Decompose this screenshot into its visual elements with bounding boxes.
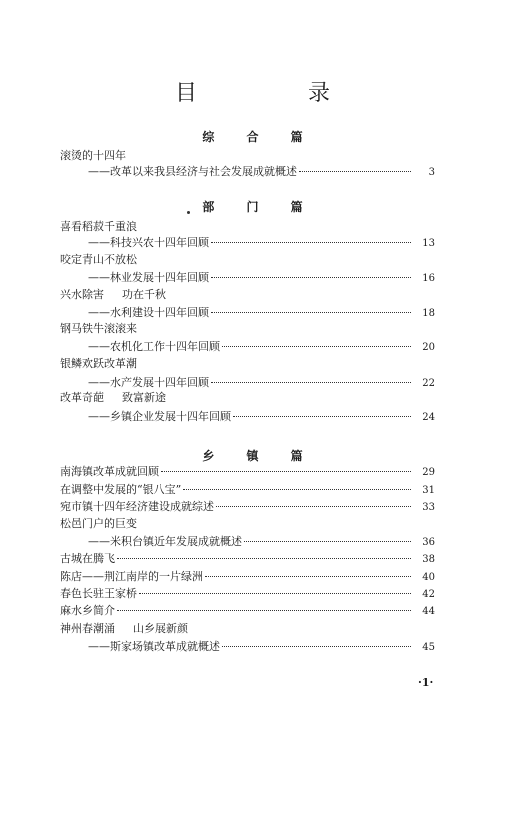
toc-entry-subtitle: ——水产发展十四年回顾 bbox=[88, 376, 209, 389]
toc-entry-subtitle: ——科技兴农十四年回顾 bbox=[88, 236, 209, 249]
toc-entry-title: 南海镇改革成就回顾 bbox=[60, 465, 159, 478]
toc-entry-title-part: 改革奇葩 bbox=[60, 391, 104, 404]
toc-entry-subtitle-row bbox=[88, 271, 435, 286]
toc-entry-title bbox=[60, 288, 435, 302]
page-number: 24 bbox=[422, 412, 435, 423]
page-number: 36 bbox=[422, 537, 435, 548]
toc-entry-subtitle-row bbox=[88, 640, 435, 655]
page-title: 目 录 bbox=[175, 81, 382, 106]
dot-leader bbox=[211, 242, 411, 243]
toc-entry-subtitle-row bbox=[88, 376, 435, 391]
page-folio: ·1· bbox=[418, 676, 434, 689]
page-number: 45 bbox=[422, 642, 435, 653]
dot-leader bbox=[205, 576, 411, 577]
toc-entry-subtitle: ——米积台镇近年发展成就概述 bbox=[88, 535, 242, 548]
dot-leader bbox=[139, 593, 411, 594]
dot-leader bbox=[211, 312, 411, 313]
toc-entry-subtitle-row bbox=[88, 410, 435, 425]
dot-leader bbox=[117, 558, 411, 559]
toc-entry-subtitle-row bbox=[88, 165, 435, 180]
section-heading-townships: 乡 镇 篇 bbox=[202, 449, 317, 463]
toc-entry-title bbox=[60, 391, 435, 405]
toc-entry-subtitle: ——农机化工作十四年回顾 bbox=[88, 340, 220, 353]
page-number: 38 bbox=[422, 554, 435, 565]
toc-entry-title: 麻水乡简介 bbox=[60, 604, 115, 617]
page-number: 33 bbox=[422, 502, 435, 513]
toc-entry-subtitle: ——水利建设十四年回顾 bbox=[88, 306, 209, 319]
toc-entry-title: 咬定青山不放松 bbox=[60, 253, 137, 266]
toc-entry-subtitle-row bbox=[88, 236, 435, 251]
toc-entry-row bbox=[60, 483, 435, 498]
dot-leader bbox=[222, 646, 411, 647]
toc-entry-title: 古城在腾飞 bbox=[60, 552, 115, 565]
dot-leader bbox=[299, 171, 411, 172]
toc-entry-title: 松邑门户的巨变 bbox=[60, 517, 137, 530]
toc-entry-title: 银鳞欢跃改革潮 bbox=[60, 357, 137, 370]
page-number: 3 bbox=[428, 167, 435, 178]
page-number: 44 bbox=[422, 606, 435, 617]
dot-leader bbox=[183, 489, 411, 490]
toc-entry-subtitle: ——林业发展十四年回顾 bbox=[88, 271, 209, 284]
toc-entry-title: 喜看稻菽千重浪 bbox=[60, 220, 137, 233]
toc-entry-subtitle: ——改革以来我县经济与社会发展成就概述 bbox=[88, 165, 297, 178]
dot-leader bbox=[233, 416, 411, 417]
page-number: 13 bbox=[422, 238, 435, 249]
toc-entry-title-part: 致富新途 bbox=[122, 391, 166, 404]
toc-entry-title: 滚烫的十四年 bbox=[60, 149, 126, 162]
toc-entry-title: 陈店——荆江南岸的一片绿洲 bbox=[60, 570, 203, 583]
section-heading-departments: 部 门 篇 bbox=[202, 200, 317, 214]
dot-leader bbox=[117, 610, 411, 611]
toc-entry-row bbox=[60, 570, 435, 585]
dot-leader bbox=[211, 277, 411, 278]
page-number: 22 bbox=[422, 378, 435, 389]
toc-entry-subtitle: ——斯家场镇改革成就概述 bbox=[88, 640, 220, 653]
toc-entry-title bbox=[60, 622, 435, 636]
dot-leader bbox=[216, 506, 411, 507]
page-number: 18 bbox=[422, 308, 435, 319]
dot-leader bbox=[222, 346, 411, 347]
toc-entry-row bbox=[60, 500, 435, 515]
toc-entry-title: 宛市镇十四年经济建设成就综述 bbox=[60, 500, 214, 513]
page-number: 42 bbox=[422, 589, 435, 600]
dot-leader bbox=[244, 541, 411, 542]
toc-entry-row bbox=[60, 587, 435, 602]
page-number: 20 bbox=[422, 342, 435, 353]
toc-entry-title: 春色长驻王家桥 bbox=[60, 587, 137, 600]
toc-entry-title: 在调整中发展的“银八宝” bbox=[60, 483, 182, 496]
toc-entry-subtitle-row bbox=[88, 535, 435, 550]
print-speck bbox=[187, 211, 190, 214]
toc-entry-title-part: 兴水除害 bbox=[60, 288, 104, 301]
toc-entry-subtitle-row bbox=[88, 306, 435, 321]
page-number: 29 bbox=[422, 467, 435, 478]
toc-entry-subtitle-row bbox=[88, 340, 435, 355]
page-number: 31 bbox=[422, 485, 435, 496]
toc-entry-subtitle: ——乡镇企业发展十四年回顾 bbox=[88, 410, 231, 423]
toc-entry-row bbox=[60, 465, 435, 480]
toc-entry-title-part: 神州春潮涌 bbox=[60, 622, 115, 635]
page-number: 16 bbox=[422, 273, 435, 284]
toc-entry-row bbox=[60, 604, 435, 619]
dot-leader bbox=[161, 471, 411, 472]
toc-entry-row bbox=[60, 552, 435, 567]
toc-entry-title: 钢马铁牛滚滚来 bbox=[60, 322, 137, 335]
toc-entry-title-part: 功在千秋 bbox=[122, 288, 166, 301]
page-number: 40 bbox=[422, 572, 435, 583]
toc-entry-title-part: 山乡展新颜 bbox=[133, 622, 188, 635]
dot-leader bbox=[211, 382, 411, 383]
section-heading-comprehensive: 综 合 篇 bbox=[202, 130, 317, 144]
